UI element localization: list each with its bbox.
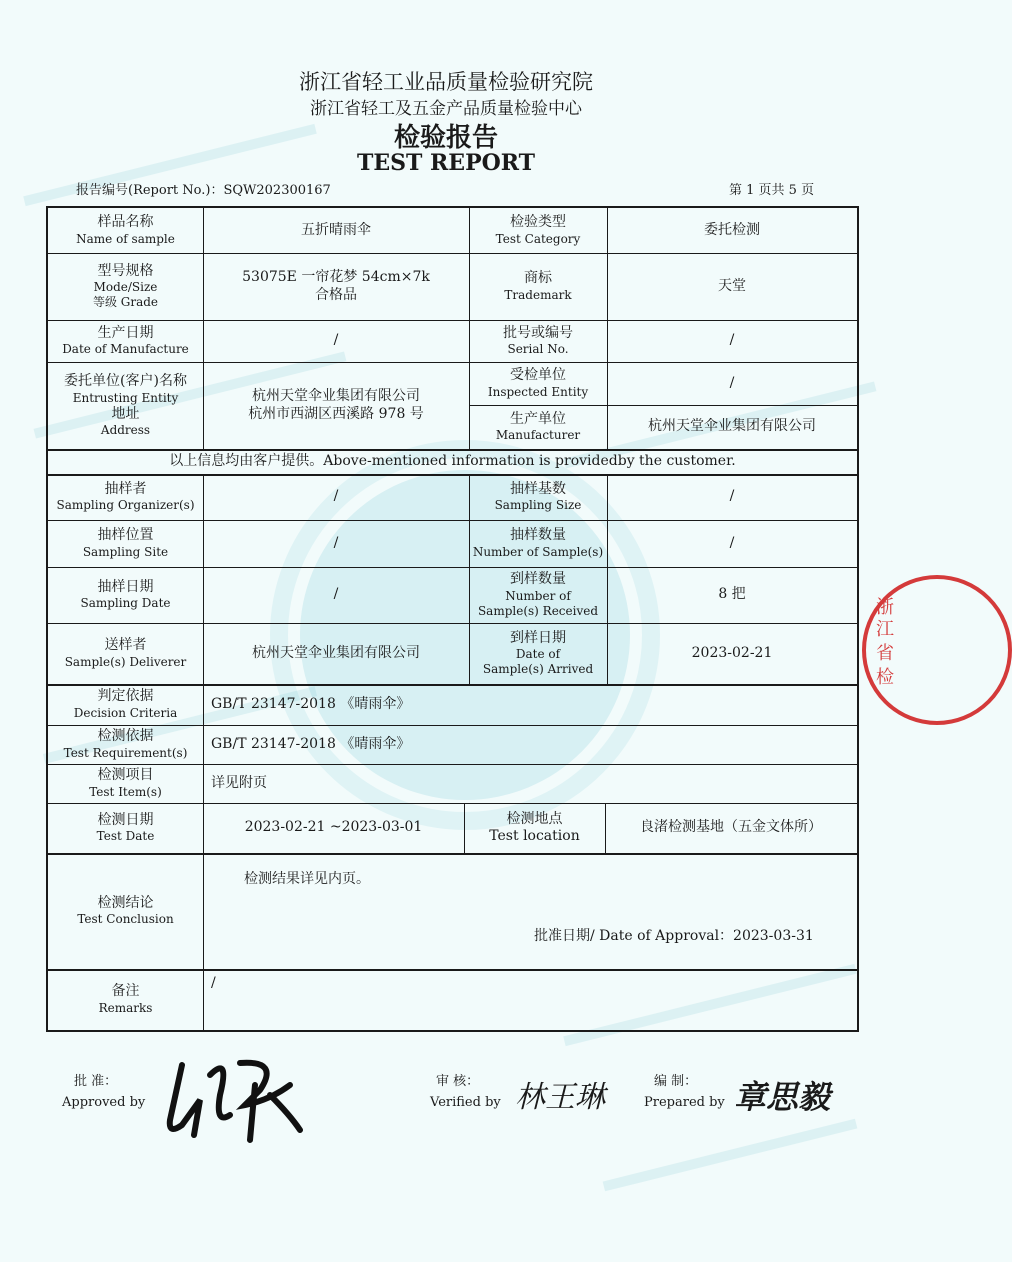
value-manufacture-date: / (333, 332, 339, 349)
institute-name: 浙江省轻工业品质量检验研究院 (299, 70, 593, 94)
approval-date: 批准日期/ Date of Approval：2023-03-31 (534, 928, 814, 944)
value-remarks: / (211, 975, 216, 991)
page-info: 第 1 页共 5 页 (729, 183, 815, 198)
preparer-signature: 章思毅 (734, 1078, 831, 1116)
value-test-category: 委托检测 (704, 221, 760, 238)
value-trademark: 天堂 (718, 277, 746, 294)
prepared-by: 编 制： Prepared by (644, 1074, 725, 1110)
label-sampling-date: 抽样日期 Sampling Date (80, 578, 171, 611)
value-test-items: 详见附页 (211, 774, 267, 791)
label-test-location: 检测地点 Test location (489, 810, 580, 844)
label-trademark: 商标 Trademark (504, 270, 572, 302)
customer-info-notice: 以上信息均由客户提供。Above-mentioned information is providedby the customer. (169, 452, 736, 469)
value-sample-name: 五折晴雨伞 (301, 221, 371, 238)
value-sampling-organizer: / (333, 488, 339, 505)
value-deliverer: 杭州天堂伞业集团有限公司 (252, 644, 420, 661)
label-decision-criteria: 判定依据 Decision Criteria (73, 688, 178, 720)
label-test-category: 检验类型 Test Category (495, 214, 581, 246)
value-model: 53075E 一帘花梦 54cm×7k 合格品 (242, 269, 430, 303)
value-inspected-entity: / (729, 374, 735, 391)
label-manufacturer: 生产单位 Manufacturer (495, 410, 581, 443)
label-test-conclusion: 检测结论 Test Conclusion (77, 894, 174, 927)
label-remarks: 备注 Remarks (98, 983, 153, 1015)
value-test-requirement: GB/T 23147-2018 《晴雨伞》 (211, 735, 411, 752)
label-model: 型号规格 Mode/Size 等级 Grade (92, 262, 159, 310)
label-deliverer: 送样者 Sample(s) Deliverer (64, 637, 187, 669)
approved-by: 批 准： Approved by (62, 1074, 146, 1110)
value-number-of-samples: / (729, 534, 735, 551)
center-name: 浙江省轻工及五金产品质量检验中心 (310, 99, 582, 119)
watermark-line (603, 1119, 858, 1192)
label-test-date: 检测日期 Test Date (96, 811, 155, 844)
value-test-conclusion: 检测结果详见内页。 (244, 871, 370, 887)
title-cn: 检验报告 (393, 123, 498, 153)
report-number: 报告编号(Report No.)：SQW202300167 (76, 183, 331, 198)
value-decision-criteria: GB/T 23147-2018 《晴雨伞》 (211, 695, 411, 712)
value-entrusting-entity: 杭州天堂伞业集团有限公司 杭州市西湖区西溪路 978 号 (248, 388, 424, 422)
verified-by: 审 核： Verified by (430, 1074, 501, 1110)
label-sample-name: 样品名称 Name of sample (76, 214, 175, 246)
label-serial-no: 批号或编号 Serial No. (503, 324, 573, 357)
label-number-of-samples: 抽样数量 Number of Sample(s) (472, 527, 604, 559)
value-sampling-size: / (729, 488, 735, 505)
official-seal: 浙 江 省 检 (862, 575, 1012, 725)
value-samples-received: 8 把 (718, 586, 746, 603)
label-sampling-site: 抽样位置 Sampling Site (82, 527, 169, 559)
label-sampling-size: 抽样基数 Sampling Size (494, 480, 582, 513)
label-date-arrived: 到样日期 Date of Sample(s) Arrived (482, 629, 594, 677)
label-manufacture-date: 生产日期 Date of Manufacture (62, 324, 189, 357)
value-test-location: 良渚检测基地（五金文体所） (640, 819, 822, 836)
value-sampling-date: / (333, 586, 339, 603)
approver-signature (160, 1045, 310, 1145)
report-table (46, 206, 859, 1032)
value-sampling-site: / (333, 534, 339, 551)
label-inspected-entity: 受检单位 Inspected Entity (487, 367, 589, 399)
label-sampling-organizer: 抽样者 Sampling Organizer(s) (56, 480, 195, 513)
value-serial-no: / (729, 332, 735, 349)
label-test-requirement: 检测依据 Test Requirement(s) (63, 728, 188, 760)
label-entrusting-entity: 委托单位(客户)名称 Entrusting Entity 地址 Address (64, 373, 187, 437)
value-date-arrived: 2023-02-21 (691, 644, 773, 661)
label-test-items: 检测项目 Test Item(s) (89, 767, 162, 799)
value-manufacturer: 杭州天堂伞业集团有限公司 (648, 418, 816, 435)
verifier-signature: 林王琳 (515, 1080, 605, 1115)
title-en: TEST REPORT (356, 150, 536, 176)
value-test-date: 2023-02-21 ~2023-03-01 (244, 819, 423, 836)
label-samples-received: 到样数量 Number of Sample(s) Received (477, 571, 599, 618)
